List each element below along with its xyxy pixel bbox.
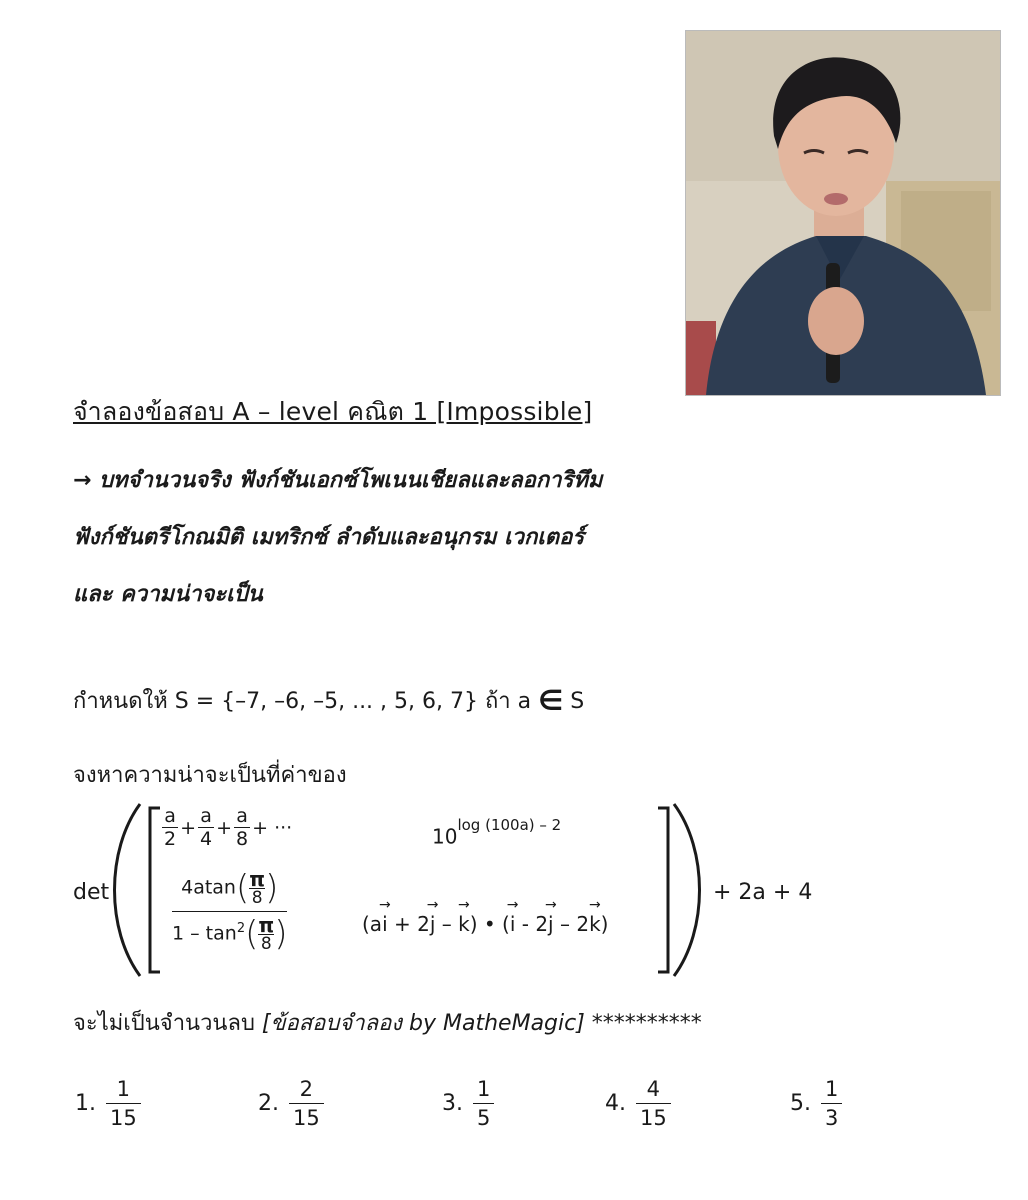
presenter-image [686,31,1000,395]
matrix-entry-21: 4atan( $\frac{\pi}{8}$ ) $1 - \tan^2$( $\frac{\pi}{8}$ ) [172,866,288,954]
topic-line: และ ความน่าจะเป็น [73,582,263,607]
topic-line: → บทจำนวนจริง ฟังก์ชันเอกซ์โพเนนเชียลและลอการิทึม [73,468,603,493]
given-statement [73,683,584,718]
exam-title: จำลองข้อสอบ A – level คณิต 1 [Impossible] [73,397,593,426]
condition-statement: จะไม่เป็นจำนวนลบ [ข้อสอบจำลอง by MatheMagic] ********** [73,1011,702,1036]
matrix-entry-22: (a→ i + 2→ j – → k) • (→ i - 2→ j – 2→ k) [362,912,608,936]
answer-choice-2[interactable]: 2. $\frac{2}{15}$ [258,1075,324,1132]
given-suffix: S [570,689,585,714]
matrix-entry-12: $10^{log (100a) - 2}$ [432,816,562,849]
answer-choice-3[interactable]: 3. $\frac{1}{5}$ [442,1075,494,1132]
answer-choice-4[interactable]: 4. $\frac{4}{15}$ [605,1075,671,1132]
answer-choice-1[interactable]: 1. $\frac{1}{15}$ [75,1075,141,1132]
matrix-entry-11: $\frac{a}{2}$ + $\frac{a}{4}$ + $\frac{a}{8}$ + ··· [164,805,293,850]
expression-tail: + 2a + 4 [713,880,813,905]
question-prompt: จงหาความน่าจะเป็นที่ค่าของ [73,763,347,788]
topic-line: ฟังก์ชันตรีโกณมิติ เมทริกซ์ ลำดับและอนุกรม เวกเตอร์ [73,525,585,550]
answer-choice-5[interactable]: 5. $\frac{1}{3}$ [790,1075,842,1132]
topic-list [73,452,733,623]
source-note: [ข้อสอบจำลอง by MatheMagic] [261,1011,585,1036]
det-label: det [73,880,110,905]
presenter-video [685,30,1001,396]
element-of-symbol: ∈ [538,684,564,717]
given-prefix: กำหนดให้ S = {–7, –6, –5, ... , 5, 6, 7} ถ้า a [73,689,532,714]
